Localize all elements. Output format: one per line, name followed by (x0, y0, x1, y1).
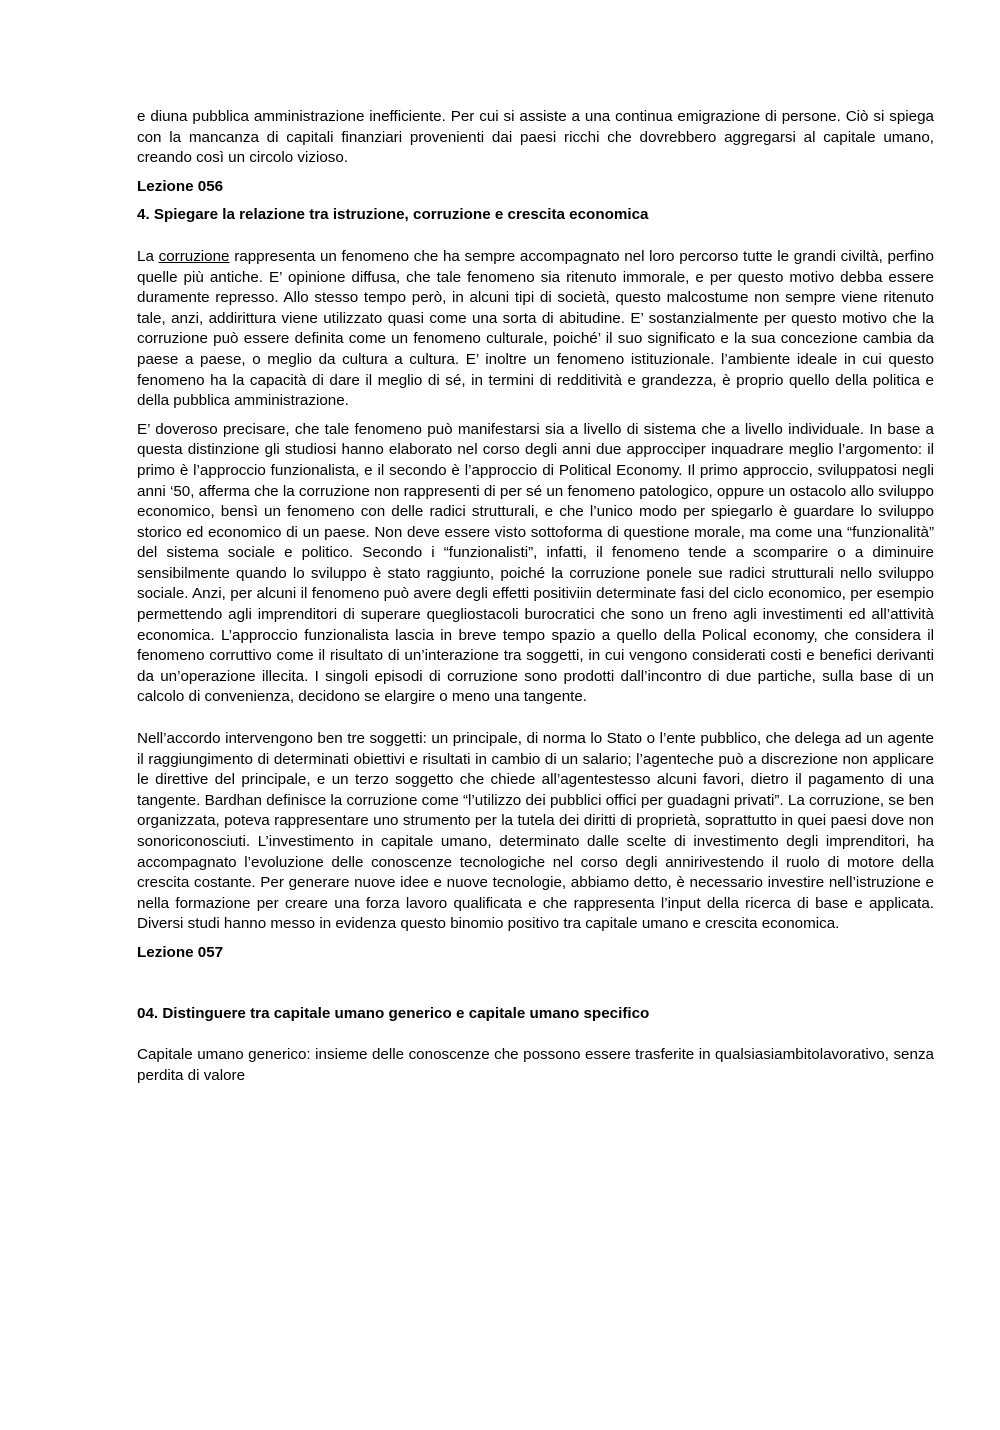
paragraph-approcci: E’ doveroso precisare, che tale fenomeno può manifestarsi sia a livello di sistema che a livello individuale. In base a questa distinzione gli studiosi hanno elaborato nel corso degli anni due approcciper inquadrare meglio l’argomento: il primo è l’approccio funzionalista, e il secondo è l’approccio di Political Economy. Il primo approccio, sviluppatosi negli anni ‘50, afferma che la corruzione non rappresenti di per sé un fenomeno patologico, oppure un ostacolo allo sviluppo economico, bensì un fenomeno con delle radici strutturali, e che l’unico modo per spiegarlo è guardare lo sviluppo storico ed economico di un paese. Non deve essere visto sottoforma di questione morale, ma come una “funzionalità” del sistema sociale e politico. Secondo i “funzionalisti”, infatti, il fenomeno tende a scomparire o a diminuire sensibilmente quando lo sviluppo è stato raggiunto, poiché la corruzione ponele sue radici strutturali nello sviluppo sociale. Anzi, per alcuni il fenomeno può avere degli effetti positiviin determinate fasi del ciclo economico, per esempio permettendo agli imprenditori di superare quegliostacoli burocratici che sono un freno agli investimenti ed all’attività economica. L’approccio funzionalista lascia in breve tempo spazio a quello della Polical economy, che considera il fenomeno corruttivo come il risultato di un’interazione tra soggetti, in cui vengono considerati costi e benefici derivanti da un’operazione illecita. I singoli episodi di corruzione sono prodotti dall’incontro di due partiche, sulla base di un calcolo di convenienza, decidono se elargire o meno una tangente. (137, 420, 934, 706)
spacer (137, 412, 934, 420)
spacer (137, 1024, 934, 1045)
lesson-057-heading: Lezione 057 (137, 943, 224, 961)
intro-paragraph: e diuna pubblica amministrazione inefficiente. Per cui si assiste a una continua emigrazione di persone. Ciò si spiega con la mancanza di capitali finanziari provenienti dai paesi ricchi che dovrebbero aggregarsi al capitale umano, creando così un circolo vizioso. (137, 108, 934, 167)
paragraph-capitale-generico: Capitale umano generico: insieme delle conoscenze che possono essere trasferite in qualsiasiambitolavorativo, senza perdita di valore (137, 1046, 934, 1084)
paragraph-prefix: La (137, 247, 159, 265)
paragraph-corruzione-intro (137, 247, 934, 412)
lesson-056-heading: Lezione 056 (137, 177, 224, 195)
spacer (137, 197, 934, 205)
paragraph-rest: rappresenta un fenomeno che ha sempre accompagnato nel loro percorso tutte le grandi civiltà, perfino quelle più antiche. E’ opinione diffusa, che tale fenomeno sia ritenuto immorale, e per questo motivo debba essere duramente represso. Allo stesso tempo però, in alcuni tipi di società, questo malcostume non sempre viene ritenuto tale, anzi, addirittura viene utilizzato quasi come una sorta di abitudine. E’ sostanzialmente per questo motivo che la corruzione può essere definita come un fenomeno culturale, poiché’ il suo significato e la sua concezione cambia da paese a paese, o meglio da cultura a cultura. E’ inoltre un fenomeno istituzionale. l’ambiente ideale in cui questo fenomeno ha la capacità di dare il meglio di sé, in termini di redditività e grandezza, è proprio quello della politica e della pubblica amministrazione. (137, 247, 934, 410)
spacer (137, 226, 934, 247)
paragraph-soggetti: Nell’accordo intervengono ben tre soggetti: un principale, di norma lo Stato o l’ente pubblico, che delega ad un agente il raggiungimento di determinati obiettivi e risultati in cambio di un salario; l’agenteche può a discrezione non applicare le direttive del principale, e un terzo soggetto che chiede all’agentestesso alcuni favori, dietro il pagamento di una tangente. Bardhan definisce la corruzione come “l’utilizzo dei pubblici offici per guadagni privati”. La corruzione, se ben organizzata, poteva rappresentare uno strumento per la tutela dei diritti di proprietà, soprattutto in quei paesi dove non sonoriconosciuti. L’investimento in capitale umano, determinato dalle scelte di investimento degli imprenditori, ha accompagnato l’evoluzione delle conoscenze tecnologiche nel corso degli annirivestendo il ruolo di motore della crescita costante. Per generare nuove idee e nuove tecnologie, abbiamo detto, è necessario investire nell’istruzione e nella formazione per creare una forza lavoro qualificata e che rappresenta l’input della ricerca di base e applicata. Diversi studi hanno messo in evidenza questo binomio positivo tra capitale umano e crescita economica. (137, 730, 934, 933)
question-04-heading: 04. Distinguere tra capitale umano generico e capitale umano specifico (137, 1004, 650, 1022)
spacer (137, 964, 934, 1004)
spacer (137, 708, 934, 729)
question-4-heading: 4. Spiegare la relazione tra istruzione, corruzione e crescita economica (137, 206, 649, 224)
spacer (137, 169, 934, 177)
document-page (137, 107, 934, 1086)
spacer (137, 935, 934, 943)
corruzione-link[interactable]: corruzione (158, 247, 230, 265)
